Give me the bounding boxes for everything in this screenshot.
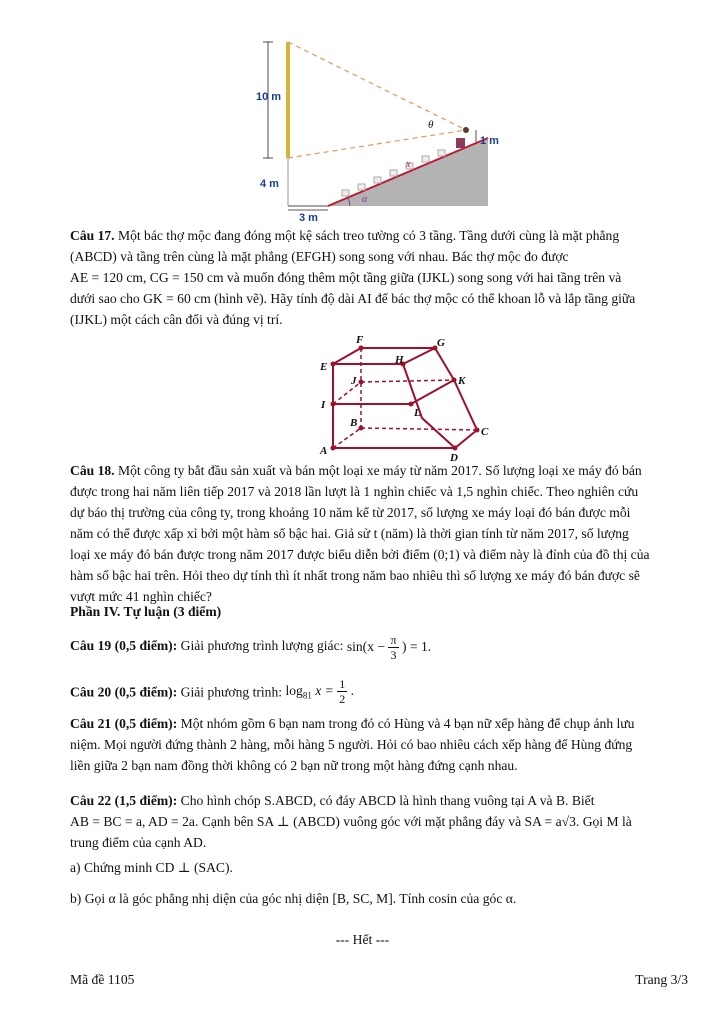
q17-line5: (IJKL) một cách cân đối và đúng vị trí.: [70, 312, 283, 327]
footer-page-number: Trang 3/3: [635, 972, 688, 987]
label-4m: 4 m: [260, 178, 279, 190]
q20-sub: 81: [302, 690, 312, 701]
vertex-K: K: [458, 375, 466, 387]
q18-line1: Một công ty bắt đầu sản xuất và bán một loại xe máy từ năm 2017. Số lượng loại xe máy đó bán: [117, 463, 642, 478]
vertex-D: D: [450, 452, 458, 464]
label-theta: θ: [428, 119, 434, 131]
vertex-I: I: [321, 399, 326, 411]
figure-seat-geometry: [250, 34, 500, 224]
q18-line4: năm có thể được xấp xỉ bởi một hàm số bậc hai. Giả sử t (năm) là thời gian tính từ năm 2017, số lượng: [70, 526, 629, 541]
vertex-E: E: [320, 361, 328, 373]
q22-line2: AB = BC = a, AD = 2a. Cạnh bên SA ⊥ (ABCD) vuông góc với mặt phẳng đáy và SA = a√3. Gọi M là: [70, 814, 632, 829]
q20-text: Giải phương trình:: [180, 684, 283, 700]
q18-title: Câu 18.: [70, 463, 115, 478]
end-mark: --- Hết ---: [335, 932, 390, 947]
vertex-L: L: [414, 407, 421, 419]
q20-end: .: [350, 683, 355, 698]
q17-line2: (ABCD) và tầng trên cùng là mặt phẳng (EFGH) song song với nhau. Bác thợ mộc đo được: [70, 249, 569, 264]
label-10m: 10 m: [256, 91, 282, 103]
q18-line7: vượt mức 41 nghìn chiếc?: [70, 589, 212, 604]
q18-line6: hàm số bậc hai trên. Hỏi theo dự tính thì ít nhất trong năm bao nhiêu thì số lượng xe máy đó bán được sẽ: [70, 568, 640, 583]
q19-title: Câu 19 (0,5 điểm):: [70, 638, 178, 653]
question-20: [70, 676, 690, 711]
q17-line3: AE = 120 cm, CG = 150 cm và muốn đóng thêm một tầng giữa (IJKL) song song với hai tầng trên và: [70, 270, 622, 285]
part-4-heading: [70, 601, 690, 622]
q17-line4: dưới sao cho GK = 60 cm (hình vẽ). Hãy tính độ dài AI để bác thợ mộc có thể khoan lỗ và lắp tầng giữa: [70, 291, 636, 306]
question-22: [70, 790, 690, 909]
figure-shelf: [312, 332, 502, 464]
q19-frac-den: 3: [390, 648, 397, 663]
label-1m: 1 m: [480, 135, 499, 147]
q20-frac-num: 1: [339, 677, 346, 692]
q20-frac-den: 2: [339, 692, 346, 707]
vertex-F: F: [356, 334, 364, 346]
q17-title: Câu 17.: [70, 228, 115, 243]
q17-line1: Một bác thợ mộc đang đóng một kệ sách treo tường có 3 tầng. Tầng dưới cùng là mặt phẳng: [117, 228, 620, 243]
q22-line1: Cho hình chóp S.ABCD, có đáy ABCD là hình thang vuông tại A và B. Biết: [180, 793, 595, 808]
footer-exam-code: Mã đề 1105: [70, 972, 135, 987]
vertex-G: G: [437, 337, 445, 349]
q19-formula-pre: sin(x −: [346, 638, 386, 654]
question-19: [70, 631, 690, 662]
question-17: [70, 225, 690, 330]
q18-line2: được trong hai năm liên tiếp 2017 và 2018 lần lượt là 1 nghìn chiếc và 1,5 nghìn chiếc. Theo nghiên cứu: [70, 484, 639, 499]
q20-var: x =: [315, 683, 334, 698]
label-3m: 3 m: [299, 212, 318, 224]
question-21: [70, 713, 690, 776]
viewer-seat: [456, 138, 465, 148]
part4-title: Phần IV. Tự luận (3 điểm): [70, 604, 222, 619]
q22-line3: trung điểm của cạnh AD.: [70, 835, 207, 850]
question-18: [70, 460, 690, 607]
vertex-A: A: [320, 445, 328, 457]
vertex-B: B: [350, 417, 358, 429]
q22-part-a: a) Chứng minh CD ⊥ (SAC).: [70, 860, 233, 875]
q22-title: Câu 22 (1,5 điểm):: [70, 793, 178, 808]
q21-line3: liền giữa 2 bạn nam đồng thời không có 2 bạn nữ trong một hàng đứng cạnh nhau.: [70, 758, 518, 773]
vertex-H: H: [395, 354, 404, 366]
label-x: x: [406, 159, 411, 170]
vertex-C: C: [481, 426, 489, 438]
q19-frac-num: π: [390, 633, 397, 648]
q22-part-b: b) Gọi α là góc phẳng nhị diện của góc nhị diện [B, SC, M]. Tính cosin của góc α.: [70, 891, 517, 906]
q20-title: Câu 20 (0,5 điểm):: [70, 684, 178, 700]
q18-line3: dự báo thị trường của công ty, trong khoảng 10 năm kể từ 2017, số lượng xe máy loại đó bán được mỗi: [70, 505, 631, 520]
vertex-J: J: [351, 375, 357, 387]
label-alpha: α: [362, 194, 368, 205]
q21-line1: Một nhóm gồm 6 bạn nam trong đó có Hùng và 4 bạn nữ xếp hàng để chụp ảnh lưu: [180, 716, 635, 731]
q20-log: log: [285, 683, 303, 698]
q21-title: Câu 21 (0,5 điểm):: [70, 716, 178, 731]
q18-line5: loại xe máy đó bán được trong năm 2017 được biểu diễn bởi điểm (0;1) và điểm này là đỉnh của đồ thị của: [70, 547, 650, 562]
q21-line2: niệm. Mọi người đứng thành 2 hàng, mỗi hàng 5 người. Hỏi có bao nhiêu cách xếp hàng để Hùng đứng: [70, 737, 633, 752]
q19-formula-post: ) = 1.: [401, 638, 432, 654]
q19-text: Giải phương trình lượng giác:: [180, 638, 344, 653]
